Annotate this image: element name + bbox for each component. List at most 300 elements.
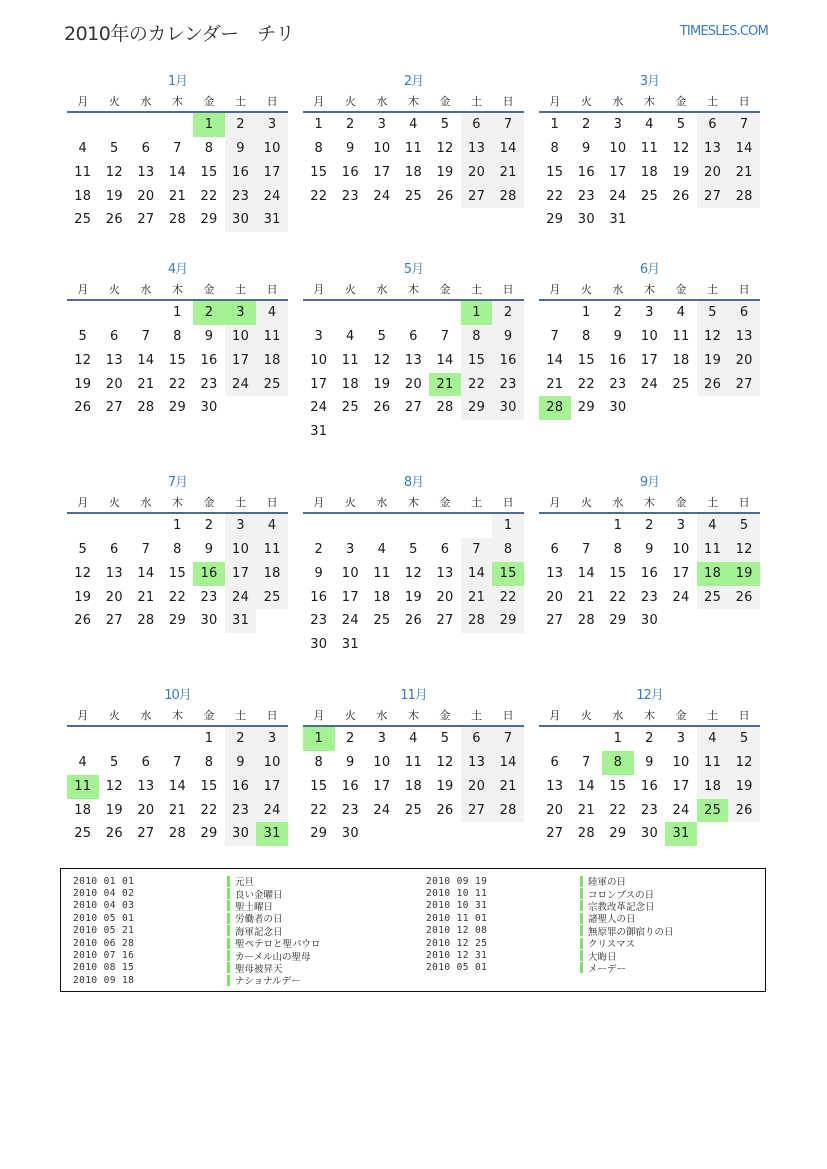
holiday-marker — [227, 913, 230, 924]
day-grid — [67, 301, 288, 420]
day-grid — [539, 727, 760, 846]
day-cell: 24 — [225, 373, 257, 397]
day-cell: 28 — [577, 613, 595, 629]
holiday-marker — [580, 876, 583, 887]
weekday-label: 月 — [77, 95, 89, 108]
day-cell: 25 — [74, 826, 92, 842]
day-grid — [67, 113, 288, 232]
day-cell: 25 — [404, 802, 423, 818]
day-cell: 16 — [225, 775, 257, 799]
day-cell: 27 — [461, 185, 493, 209]
day-cell: 20 — [105, 589, 123, 605]
day-grid — [303, 514, 524, 657]
weekday-label: 日 — [502, 95, 514, 108]
day-cell: 17 — [225, 349, 257, 373]
day-cell: 8 — [173, 541, 182, 557]
day-grid — [303, 113, 524, 208]
day-cell: 16 — [341, 778, 359, 794]
day-cell: 16 — [341, 164, 359, 180]
weekday-label: 火 — [108, 95, 120, 108]
day-cell: 23 — [310, 613, 328, 629]
day-cell: 15 — [577, 352, 595, 368]
day-cell: 15 — [461, 349, 493, 373]
holiday-marker — [227, 888, 230, 899]
day-cell: 16 — [200, 352, 218, 368]
day-cell: 30 — [609, 400, 627, 416]
weekday-label: 日 — [502, 709, 514, 722]
day-cell: 6 — [461, 113, 493, 137]
day-cell: 24 — [640, 376, 659, 392]
day-cell: 17 — [225, 562, 257, 586]
holiday-name: 聖母被昇天 — [235, 963, 283, 975]
day-cell: 6 — [697, 113, 729, 137]
day-cell: 27 — [404, 400, 423, 416]
day-cell: 25 — [404, 188, 423, 204]
day-cell: 22 — [310, 188, 328, 204]
empty-day-cell — [335, 514, 367, 538]
holiday-date: 2010 05 21 — [73, 925, 135, 937]
empty-day-cell — [335, 301, 367, 325]
month-block — [303, 473, 524, 657]
day-cell: 5 — [440, 117, 450, 132]
holiday-date: 2010 10 11 — [426, 888, 488, 900]
day-cell: 12 — [436, 140, 454, 156]
day-cell: 13 — [546, 565, 564, 581]
holiday-marker — [227, 962, 230, 973]
weekday-label: 水 — [612, 496, 624, 509]
day-cell: 10 — [256, 751, 288, 775]
day-cell: 5 — [676, 117, 686, 132]
day-cell: 7 — [173, 754, 182, 770]
day-cell: 7 — [492, 727, 524, 751]
holiday-name: 陸軍の日 — [588, 877, 627, 889]
holiday-date: 2010 10 31 — [426, 900, 488, 912]
holiday-date: 2010 12 25 — [426, 937, 488, 949]
holiday-marker — [227, 876, 230, 887]
day-cell: 28 — [461, 609, 493, 633]
weekday-header — [303, 92, 524, 111]
day-cell: 26 — [436, 802, 454, 818]
weekday-label: 水 — [140, 496, 152, 509]
day-cell: 18 — [404, 164, 423, 180]
day-cell: 29 — [577, 400, 595, 416]
weekday-label: 金 — [675, 95, 687, 108]
weekday-header — [67, 92, 288, 111]
month-title: 4月 — [167, 262, 188, 277]
day-cell: 11 — [640, 140, 659, 156]
weekday-label: 土 — [471, 283, 483, 296]
weekday-label: 月 — [549, 283, 561, 296]
day-cell: 1 — [550, 117, 560, 132]
day-cell: 30 — [341, 826, 359, 842]
day-cell: 24 — [225, 586, 257, 610]
holiday-marker — [227, 925, 230, 936]
weekday-label: 木 — [171, 496, 183, 509]
weekday-label: 日 — [502, 283, 514, 296]
holiday-date: 2010 12 31 — [426, 950, 488, 962]
day-cell: 21 — [546, 376, 564, 392]
weekday-label: 火 — [344, 283, 356, 296]
holiday-date: 2010 07 16 — [73, 950, 135, 962]
day-cell: 23 — [341, 802, 359, 818]
day-cell: 9 — [492, 325, 524, 349]
day-cell: 26 — [105, 212, 123, 228]
day-cell: 1 — [613, 731, 623, 746]
weekday-label: 月 — [313, 496, 325, 509]
month-block — [67, 260, 288, 420]
day-cell: 2 — [613, 305, 623, 320]
weekday-label: 月 — [77, 709, 89, 722]
weekday-label: 火 — [344, 709, 356, 722]
day-cell: 26 — [436, 188, 454, 204]
day-cell: 26 — [672, 188, 690, 204]
day-cell: 30 — [640, 613, 659, 629]
day-cell: 10 — [609, 140, 627, 156]
day-cell: 27 — [436, 613, 454, 629]
weekday-label: 金 — [439, 283, 451, 296]
empty-day-cell — [130, 514, 162, 538]
holiday-day-cell: 16 — [193, 562, 225, 586]
day-cell: 1 — [492, 514, 524, 538]
day-cell: 17 — [256, 161, 288, 185]
day-cell: 8 — [492, 538, 524, 562]
weekday-label: 土 — [471, 95, 483, 108]
holiday-name: 労働者の日 — [235, 914, 283, 926]
day-cell: 11 — [404, 140, 423, 156]
day-cell: 27 — [728, 373, 760, 397]
day-cell: 10 — [341, 565, 359, 581]
day-cell: 14 — [436, 352, 454, 368]
day-cell: 14 — [577, 565, 595, 581]
holiday-day-cell: 1 — [193, 113, 225, 137]
weekday-label: 木 — [407, 95, 419, 108]
day-cell: 22 — [609, 802, 627, 818]
day-cell: 23 — [341, 188, 359, 204]
weekday-label: 土 — [707, 283, 719, 296]
weekday-header — [303, 280, 524, 299]
day-cell: 5 — [440, 731, 450, 746]
holiday-name: 良い金曜日 — [235, 889, 283, 901]
day-cell: 13 — [697, 137, 729, 161]
day-cell: 7 — [492, 113, 524, 137]
day-cell: 25 — [74, 212, 92, 228]
holiday-name: 大晦日 — [588, 951, 617, 963]
empty-day-cell — [130, 301, 162, 325]
weekday-label: 水 — [140, 283, 152, 296]
month-title: 10月 — [164, 688, 191, 703]
day-cell: 20 — [137, 802, 155, 818]
day-cell: 20 — [546, 589, 564, 605]
day-cell: 21 — [168, 802, 187, 818]
day-cell: 23 — [609, 376, 627, 392]
day-cell: 6 — [550, 541, 560, 557]
day-cell: 5 — [377, 328, 387, 344]
day-cell: 28 — [168, 826, 187, 842]
day-cell: 10 — [640, 328, 659, 344]
day-cell: 17 — [256, 775, 288, 799]
day-cell: 4 — [697, 727, 729, 751]
site-brand[interactable]: TIMESLES.COM — [679, 24, 768, 39]
day-cell: 4 — [409, 731, 418, 746]
empty-day-cell — [303, 301, 335, 325]
day-cell: 27 — [137, 212, 155, 228]
holiday-day-cell: 31 — [665, 822, 697, 846]
day-cell: 21 — [492, 161, 524, 185]
weekday-label: 木 — [407, 283, 419, 296]
day-cell: 28 — [436, 400, 454, 416]
month-title: 11月 — [400, 688, 427, 703]
day-cell: 9 — [204, 541, 214, 557]
holiday-row — [73, 949, 321, 961]
day-cell: 7 — [461, 538, 493, 562]
holiday-list-left-column — [73, 875, 321, 987]
day-cell: 12 — [728, 538, 760, 562]
weekday-label: 火 — [108, 283, 120, 296]
holiday-row — [426, 949, 674, 961]
holiday-date: 2010 08 15 — [73, 962, 135, 974]
day-cell: 21 — [137, 376, 155, 392]
weekday-header — [539, 280, 760, 299]
weekday-header — [539, 706, 760, 725]
day-cell: 9 — [582, 140, 591, 156]
day-grid — [539, 514, 760, 633]
holiday-marker — [227, 975, 230, 986]
day-cell: 10 — [256, 137, 288, 161]
empty-day-cell — [162, 113, 194, 137]
day-cell: 7 — [173, 140, 182, 156]
holiday-name: ナショナルデー — [235, 976, 301, 988]
weekday-label: 木 — [643, 496, 655, 509]
weekday-label: 土 — [235, 709, 247, 722]
day-cell: 12 — [105, 778, 123, 794]
day-cell: 27 — [461, 799, 493, 823]
day-cell: 21 — [577, 802, 595, 818]
weekday-label: 金 — [675, 283, 687, 296]
holiday-row — [426, 900, 674, 912]
day-cell: 14 — [137, 352, 155, 368]
empty-day-cell — [539, 301, 571, 325]
day-cell: 6 — [728, 301, 760, 325]
day-cell: 17 — [373, 164, 391, 180]
weekday-label: 月 — [549, 709, 561, 722]
day-grid — [539, 301, 760, 420]
day-cell: 25 — [697, 586, 729, 610]
day-cell: 26 — [74, 400, 92, 416]
month-block — [303, 686, 524, 846]
day-cell: 25 — [256, 586, 288, 610]
day-cell: 8 — [204, 754, 214, 770]
weekday-header — [303, 493, 524, 512]
day-cell: 31 — [609, 212, 627, 228]
day-cell: 24 — [672, 802, 690, 818]
holiday-list-right-column — [426, 875, 674, 974]
day-cell: 18 — [640, 164, 659, 180]
day-cell: 29 — [609, 826, 627, 842]
holiday-name: 宗教改革記念日 — [588, 901, 655, 913]
weekday-label: 月 — [549, 496, 561, 509]
day-grid — [303, 301, 524, 444]
day-cell: 21 — [461, 586, 493, 610]
day-cell: 12 — [436, 754, 454, 770]
day-cell: 19 — [697, 349, 729, 373]
day-cell: 22 — [200, 188, 218, 204]
holiday-marker — [580, 913, 583, 924]
month-block — [539, 72, 760, 232]
day-cell: 4 — [256, 301, 288, 325]
empty-day-cell — [429, 514, 461, 538]
day-cell: 26 — [728, 586, 760, 610]
month-title: 3月 — [639, 74, 660, 89]
day-cell: 24 — [373, 802, 391, 818]
weekday-label: 土 — [707, 95, 719, 108]
day-cell: 20 — [697, 161, 729, 185]
day-cell: 23 — [577, 188, 595, 204]
day-cell: 29 — [609, 613, 627, 629]
day-cell: 16 — [310, 589, 328, 605]
day-cell: 29 — [310, 826, 328, 842]
weekday-label: 木 — [643, 709, 655, 722]
day-cell: 18 — [672, 352, 690, 368]
holiday-date: 2010 09 19 — [426, 875, 488, 887]
holiday-name: 海軍記念日 — [235, 926, 283, 938]
holiday-row — [73, 937, 321, 949]
day-cell: 1 — [314, 117, 324, 132]
day-cell: 14 — [546, 352, 564, 368]
day-cell: 12 — [404, 565, 423, 581]
day-cell: 19 — [74, 376, 92, 392]
day-cell: 9 — [346, 140, 355, 156]
empty-day-cell — [99, 113, 131, 137]
month-block — [539, 473, 760, 633]
day-cell: 23 — [200, 589, 218, 605]
day-cell: 17 — [609, 164, 627, 180]
day-cell: 15 — [200, 778, 218, 794]
day-cell: 9 — [314, 565, 324, 581]
day-cell: 9 — [613, 328, 623, 344]
holiday-day-cell: 11 — [67, 775, 99, 799]
day-cell: 18 — [404, 778, 423, 794]
day-grid — [539, 113, 760, 232]
holiday-marker — [580, 950, 583, 961]
weekday-label: 木 — [643, 283, 655, 296]
day-cell: 11 — [256, 538, 288, 562]
day-cell: 20 — [728, 349, 760, 373]
holiday-row — [73, 887, 321, 899]
day-cell: 12 — [74, 565, 92, 581]
day-cell: 2 — [645, 731, 654, 746]
day-cell: 3 — [676, 518, 686, 533]
day-cell: 4 — [256, 514, 288, 538]
holiday-day-cell: 31 — [256, 822, 288, 846]
day-cell: 2 — [492, 301, 524, 325]
holiday-name: 諸聖人の日 — [588, 914, 636, 926]
weekday-label: 日 — [738, 95, 750, 108]
day-cell: 12 — [672, 140, 690, 156]
day-cell: 13 — [728, 325, 760, 349]
day-cell: 25 — [256, 373, 288, 397]
weekday-label: 水 — [612, 709, 624, 722]
weekday-label: 火 — [580, 95, 592, 108]
day-cell: 4 — [645, 117, 654, 132]
month-title: 5月 — [403, 262, 424, 277]
weekday-label: 水 — [140, 709, 152, 722]
day-cell: 6 — [440, 541, 450, 557]
day-cell: 23 — [225, 799, 257, 823]
day-cell: 13 — [404, 352, 423, 368]
day-cell: 4 — [377, 541, 387, 557]
day-cell: 30 — [225, 208, 257, 232]
day-cell: 18 — [373, 589, 391, 605]
day-cell: 29 — [492, 609, 524, 633]
day-cell: 9 — [346, 754, 355, 770]
day-cell: 3 — [377, 731, 387, 746]
holiday-date: 2010 04 03 — [73, 900, 135, 912]
day-cell: 15 — [546, 164, 564, 180]
weekday-header — [67, 706, 288, 725]
weekday-label: 水 — [612, 283, 624, 296]
day-cell: 13 — [105, 565, 123, 581]
holiday-marker — [227, 938, 230, 949]
day-cell: 9 — [204, 328, 214, 344]
month-title: 7月 — [167, 475, 188, 490]
holiday-name: 無原罪の御宿りの日 — [588, 926, 674, 938]
day-cell: 20 — [546, 802, 564, 818]
weekday-label: 金 — [203, 283, 215, 296]
day-cell: 15 — [609, 778, 627, 794]
day-cell: 27 — [105, 613, 123, 629]
day-cell: 22 — [168, 376, 187, 392]
day-cell: 10 — [373, 140, 391, 156]
holiday-list — [60, 868, 766, 992]
day-cell: 6 — [141, 140, 151, 156]
empty-day-cell — [67, 727, 99, 751]
weekday-label: 月 — [313, 95, 325, 108]
holiday-day-cell: 8 — [602, 751, 634, 775]
day-cell: 19 — [404, 589, 423, 605]
day-cell: 6 — [110, 541, 119, 557]
weekday-label: 木 — [171, 709, 183, 722]
day-cell: 16 — [640, 778, 659, 794]
holiday-date: 2010 01 01 — [73, 875, 135, 887]
month-block — [67, 473, 288, 633]
day-cell: 28 — [137, 613, 155, 629]
day-cell: 3 — [256, 727, 288, 751]
day-cell: 31 — [225, 609, 257, 633]
holiday-row — [426, 925, 674, 937]
day-cell: 10 — [672, 754, 690, 770]
weekday-label: 月 — [549, 95, 561, 108]
day-cell: 26 — [74, 613, 92, 629]
day-cell: 2 — [225, 727, 257, 751]
day-cell: 24 — [609, 188, 627, 204]
empty-day-cell — [366, 301, 398, 325]
holiday-day-cell: 21 — [429, 373, 461, 397]
day-cell: 5 — [78, 541, 88, 557]
day-cell: 15 — [609, 565, 627, 581]
day-cell: 15 — [310, 164, 328, 180]
day-cell: 3 — [225, 514, 257, 538]
holiday-row — [426, 912, 674, 924]
weekday-header — [303, 706, 524, 725]
weekday-label: 木 — [171, 95, 183, 108]
day-cell: 2 — [314, 541, 324, 557]
weekday-label: 火 — [580, 496, 592, 509]
holiday-marker — [580, 925, 583, 936]
weekday-label: 金 — [439, 496, 451, 509]
day-cell: 2 — [582, 117, 591, 132]
weekday-label: 土 — [235, 496, 247, 509]
day-cell: 21 — [577, 589, 595, 605]
